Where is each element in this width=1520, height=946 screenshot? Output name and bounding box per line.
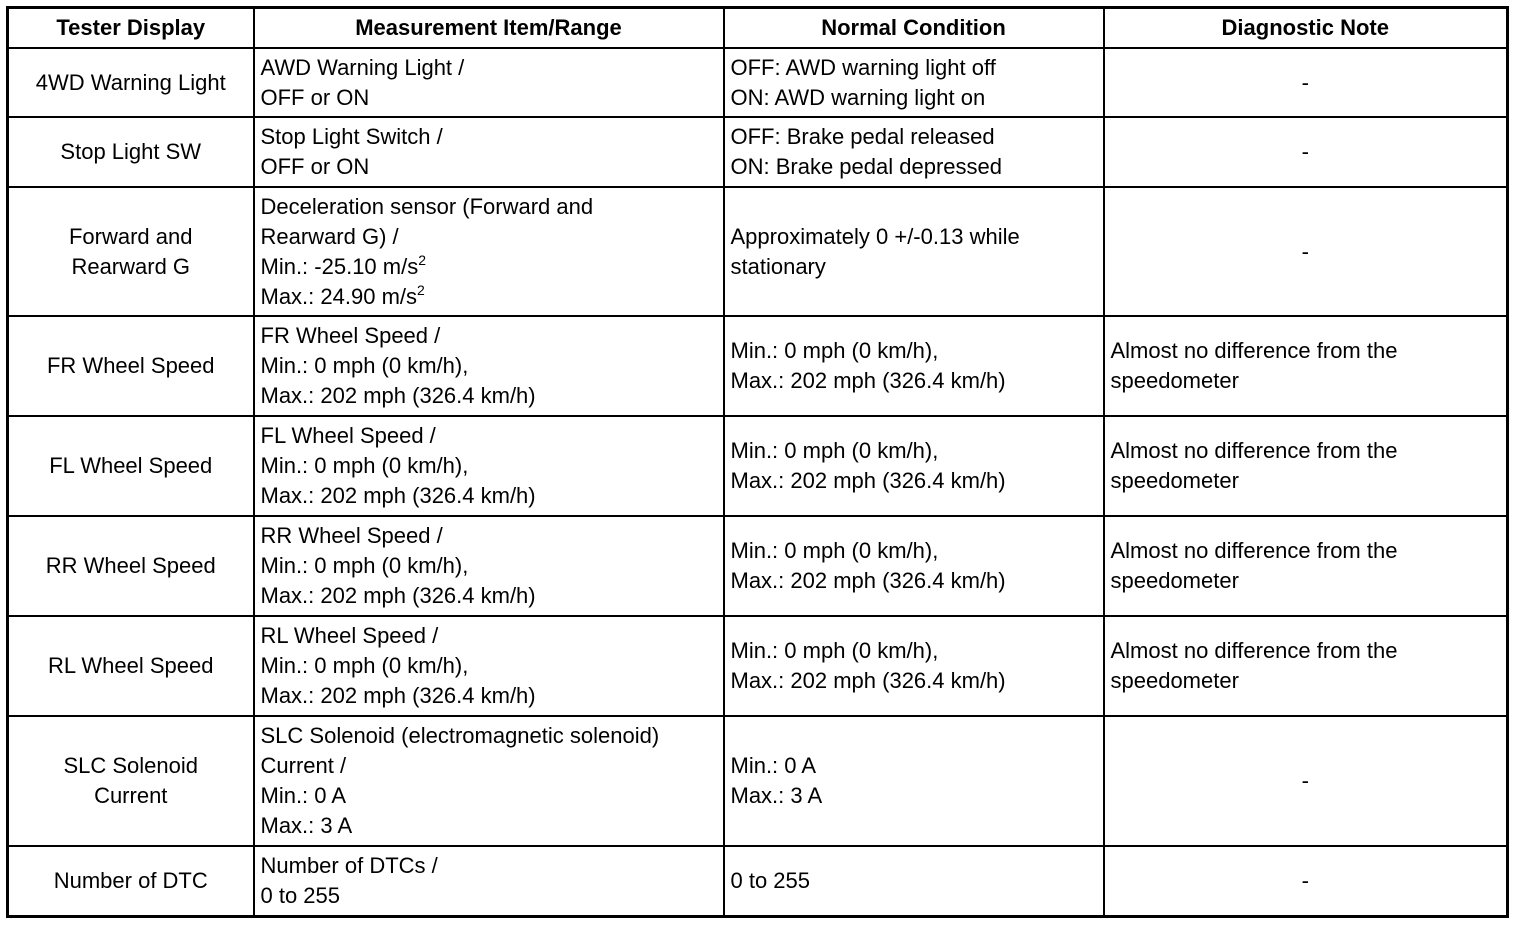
cell-line: Almost no difference from the — [1110, 338, 1398, 363]
cell-line: 0 to 255 — [260, 883, 341, 908]
cell-line: FL Wheel Speed — [49, 453, 213, 478]
diagnostic-note-cell — [1104, 616, 1508, 716]
table-row — [8, 616, 1508, 716]
diagnostic-note-cell — [1104, 716, 1508, 846]
min-accel-text: Min.: -25.10 m/s — [260, 253, 419, 279]
cell-line: Max.: 202 mph (326.4 km/h) — [730, 568, 1006, 593]
cell-line: - — [1301, 768, 1309, 793]
cell-line: Min.: 0 mph (0 km/h), — [730, 438, 939, 463]
table-row — [8, 516, 1508, 616]
cell-line: speedometer — [1110, 368, 1239, 393]
tester-display-cell — [8, 316, 254, 416]
diagnostic-note-cell — [1104, 316, 1508, 416]
cell-line: 0 to 255 — [730, 868, 811, 893]
cell-line: - — [1301, 238, 1309, 264]
cell-line: FL Wheel Speed / — [260, 423, 436, 448]
cell-line: Min.: 0 A — [260, 783, 347, 808]
table-row — [8, 48, 1508, 117]
diagnostic-note-cell — [1104, 187, 1508, 316]
cell-line: Rearward G) / — [260, 223, 399, 249]
cell-line: SLC Solenoid (electromagnetic solenoid) — [260, 723, 660, 748]
cell-line: Stop Light SW — [60, 139, 202, 164]
cell-line: Max.: 202 mph (326.4 km/h) — [730, 668, 1006, 693]
cell-line: OFF or ON — [260, 154, 370, 179]
cell-line: Min.: 0 mph (0 km/h), — [730, 338, 939, 363]
cell-line: RR Wheel Speed / — [260, 523, 443, 548]
measurement-cell — [254, 316, 724, 416]
header-diagnostic-note: Diagnostic Note — [1104, 8, 1508, 49]
cell-line: Deceleration sensor (Forward and — [260, 193, 594, 219]
normal-condition-cell — [724, 187, 1104, 316]
cell-line: OFF or ON — [260, 84, 370, 110]
tester-display-cell — [8, 187, 254, 316]
cell-line: RL Wheel Speed / — [260, 623, 439, 648]
cell-line: RL Wheel Speed — [47, 653, 214, 678]
cell-line: Rearward G — [71, 253, 191, 279]
tester-display-cell — [8, 846, 254, 917]
header-tester-display: Tester Display — [8, 8, 254, 49]
header-measurement-item-range: Measurement Item/Range — [254, 8, 724, 49]
cell-line: AWD Warning Light / — [260, 54, 465, 80]
superscript-2: 2 — [417, 281, 425, 298]
normal-condition-cell — [724, 846, 1104, 917]
cell-line: ON: AWD warning light on — [730, 84, 986, 110]
cell-line: speedometer — [1110, 668, 1239, 693]
cell-line: Max.: 202 mph (326.4 km/h) — [260, 583, 536, 608]
normal-condition-cell — [724, 716, 1104, 846]
cell-line: Max.: 202 mph (326.4 km/h) — [260, 483, 536, 508]
tester-display-cell — [8, 516, 254, 616]
cell-line: Max.: 202 mph (326.4 km/h) — [260, 683, 536, 708]
diagnostic-note-cell — [1104, 416, 1508, 516]
table-row — [8, 416, 1508, 516]
cell-line: Min.: 0 mph (0 km/h), — [730, 638, 939, 663]
cell-line: Min.: 0 mph (0 km/h), — [260, 653, 469, 678]
cell-line: Max.: 3 A — [730, 783, 823, 808]
table-row — [8, 846, 1508, 917]
cell-line: RR Wheel Speed — [45, 553, 216, 578]
cell-line: Min.: 0 mph (0 km/h), — [260, 453, 469, 478]
cell-line: OFF: Brake pedal released — [730, 124, 995, 149]
cell-line: OFF: AWD warning light off — [730, 54, 996, 80]
cell-line: FR Wheel Speed — [46, 353, 215, 378]
measurement-cell — [254, 48, 724, 117]
tester-display-cell — [8, 117, 254, 187]
diagnostic-note-cell — [1104, 516, 1508, 616]
measurement-cell — [254, 416, 724, 516]
cell-line: Min.: 0 mph (0 km/h), — [260, 553, 469, 578]
table-header-row — [8, 8, 1508, 49]
tester-display-cell — [8, 48, 254, 117]
max-accel-text: Max.: 24.90 m/s — [260, 283, 418, 309]
cell-line: Stop Light Switch / — [260, 124, 443, 149]
cell-line: FR Wheel Speed / — [260, 323, 441, 348]
cell-line: Min.: 0 mph (0 km/h), — [730, 538, 939, 563]
cell-line: Max.: 202 mph (326.4 km/h) — [730, 368, 1006, 393]
measurement-cell — [254, 516, 724, 616]
normal-condition-cell — [724, 416, 1104, 516]
cell-line: Current — [94, 783, 168, 808]
cell-line: - — [1301, 868, 1309, 893]
cell-line: 4WD Warning Light — [35, 69, 226, 95]
cell-line: Almost no difference from the — [1110, 438, 1398, 463]
header-normal-condition: Normal Condition — [724, 8, 1104, 49]
diagnostic-note-cell — [1104, 846, 1508, 917]
cell-line: Min.: 0 mph (0 km/h), — [260, 353, 469, 378]
tester-display-cell — [8, 416, 254, 516]
cell-line: Number of DTCs / — [260, 853, 438, 878]
cell-line: speedometer — [1110, 468, 1239, 493]
cell-line: Approximately 0 +/-0.13 while — [730, 223, 1020, 249]
superscript-2: 2 — [418, 251, 427, 268]
normal-condition-cell — [724, 516, 1104, 616]
measurement-cell — [254, 616, 724, 716]
normal-condition-cell — [724, 117, 1104, 187]
cell-line: Max.: 202 mph (326.4 km/h) — [260, 383, 536, 408]
table-row — [8, 316, 1508, 416]
cell-line — [261, 282, 717, 312]
table-row — [8, 187, 1508, 316]
diagnostic-note-cell — [1104, 117, 1508, 187]
diagnostic-note-cell — [1104, 48, 1508, 117]
cell-line: SLC Solenoid — [63, 753, 199, 778]
cell-line — [261, 252, 717, 282]
cell-line: Current / — [260, 753, 347, 778]
cell-line: Max.: 202 mph (326.4 km/h) — [730, 468, 1006, 493]
cell-line: speedometer — [1110, 568, 1239, 593]
measurement-cell — [254, 187, 724, 316]
cell-line: - — [1301, 139, 1309, 164]
measurement-cell — [254, 117, 724, 187]
normal-condition-cell — [724, 48, 1104, 117]
data-list-table — [6, 6, 1509, 918]
cell-line: Forward and — [68, 223, 193, 249]
cell-line: Max.: 3 A — [260, 813, 353, 838]
normal-condition-cell — [724, 616, 1104, 716]
normal-condition-cell — [724, 316, 1104, 416]
cell-line: ON: Brake pedal depressed — [730, 154, 1002, 179]
cell-line: - — [1301, 69, 1309, 95]
cell-line: Almost no difference from the — [1110, 638, 1398, 663]
tester-display-cell — [8, 716, 254, 846]
measurement-cell — [254, 846, 724, 917]
cell-line: Min.: 0 A — [730, 753, 817, 778]
cell-line: Almost no difference from the — [1110, 538, 1398, 563]
table-row — [8, 117, 1508, 187]
cell-line: Number of DTC — [53, 868, 208, 893]
cell-line: stationary — [730, 253, 826, 279]
tester-display-cell — [8, 616, 254, 716]
table-row — [8, 716, 1508, 846]
measurement-cell — [254, 716, 724, 846]
